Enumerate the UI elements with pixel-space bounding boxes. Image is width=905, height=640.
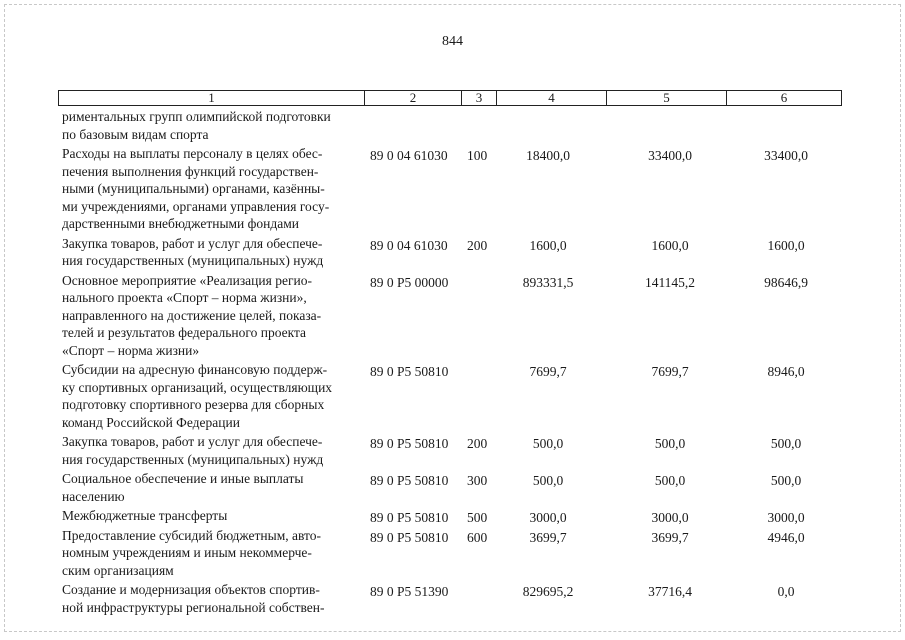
row-code: 89 0 04 61030	[370, 237, 448, 253]
row-value-col4: 18400,0	[526, 148, 570, 163]
row-value-col5: 1600,0	[651, 237, 689, 253]
description-line: Предоставление субсидий бюджетным, авто-	[62, 527, 321, 543]
description-line: риментальных групп олимпийской подготовки	[62, 109, 331, 124]
row-code: 89 0 P5 50810	[370, 529, 449, 545]
row-description	[62, 527, 358, 580]
row-value-col4: 500,0	[532, 473, 564, 488]
row-description	[62, 145, 358, 233]
row-code: 89 0 P5 51390	[370, 584, 449, 599]
description-line: Основное мероприятие «Реализация регио-	[62, 272, 312, 288]
row-description	[62, 108, 358, 143]
row-expense-type: 100	[467, 148, 488, 163]
row-value-col6: 33400,0	[764, 148, 808, 163]
row-value-col6: 1600,0	[767, 237, 805, 253]
row-value-col6: 0,0	[777, 584, 795, 599]
description-line: Закупка товаров, работ и услуг для обеспече-	[62, 434, 323, 449]
row-value-col4: 500,0	[532, 436, 564, 451]
row-code: 89 0 P5 50810	[370, 364, 449, 379]
row-value-col4: 7699,7	[529, 364, 567, 379]
row-description	[62, 235, 358, 270]
row-expense-type: 600	[467, 529, 488, 545]
description-line: телей и результатов федерального проекта	[62, 325, 307, 340]
row-value-col5: 3699,7	[651, 529, 689, 545]
row-value-col6: 3000,0	[767, 510, 805, 525]
description-line: ским организациям	[62, 562, 174, 578]
description-line: Субсидии на адресную финансовую поддерж-	[62, 362, 328, 377]
header-col-1: 1	[59, 91, 365, 105]
description-line: ми учреждениями, органами управления госу-	[62, 198, 330, 214]
row-description	[62, 272, 358, 360]
row-expense-type: 500	[467, 510, 488, 525]
row-value-col5: 500,0	[654, 436, 686, 451]
description-line: печения выполнения функций государствен-	[62, 163, 319, 179]
description-line: Расходы на выплаты персоналу в целях обес-	[62, 146, 323, 161]
row-value-col5: 7699,7	[651, 364, 689, 379]
row-value-col5: 141145,2	[644, 274, 696, 290]
description-line: Социальное обеспечение и иные выплаты	[62, 471, 304, 486]
header-col-2: 2	[365, 91, 462, 105]
row-value-col6: 500,0	[770, 473, 802, 488]
row-value-col5: 500,0	[654, 473, 686, 488]
description-line: ния государственных (муниципальных) нужд	[62, 451, 324, 467]
row-code: 89 0 P5 50810	[370, 473, 449, 488]
description-line: нального проекта «Спорт – норма жизни»,	[62, 290, 307, 305]
row-value-col5: 3000,0	[651, 510, 689, 525]
row-value-col6: 98646,9	[764, 274, 808, 290]
description-line: команд Российской Федерации	[62, 414, 240, 430]
description-line: Закупка товаров, работ и услуг для обеспече-	[62, 235, 323, 251]
row-description	[62, 433, 358, 468]
row-description	[62, 470, 358, 505]
description-line: ния государственных (муниципальных) нужд	[62, 253, 324, 268]
row-expense-type: 200	[467, 436, 488, 451]
description-line: населению	[62, 488, 125, 504]
row-value-col4: 1600,0	[529, 237, 567, 253]
description-line: дарственными внебюджетными фондами	[62, 216, 300, 231]
header-col-5: 5	[607, 91, 727, 105]
page-number: 844	[442, 34, 463, 49]
header-col-3: 3	[462, 91, 497, 105]
row-description	[62, 361, 358, 431]
row-value-col4: 3699,7	[529, 529, 567, 545]
row-description	[62, 507, 358, 525]
table-header	[58, 90, 842, 106]
description-line: ной инфраструктуры региональной собствен-	[62, 599, 325, 615]
row-value-col4: 893331,5	[522, 274, 574, 290]
row-value-col5: 37716,4	[648, 584, 692, 599]
row-value-col4: 829695,2	[522, 584, 574, 599]
description-line: ными (муниципальными) органами, казённы-	[62, 181, 325, 196]
row-expense-type: 200	[467, 237, 488, 253]
row-expense-type: 300	[467, 473, 488, 488]
row-value-col4: 3000,0	[529, 510, 567, 525]
description-line: по базовым видам спорта	[62, 126, 209, 142]
description-line: ку спортивных организаций, осуществляющих	[62, 379, 333, 395]
row-value-col6: 500,0	[770, 436, 802, 451]
description-line: номным учреждениям и иным некоммерче-	[62, 545, 312, 560]
description-line: Межбюджетные трансферты	[62, 508, 228, 523]
row-description	[62, 581, 358, 616]
row-value-col6: 4946,0	[767, 529, 805, 545]
row-code: 89 0 P5 50810	[370, 510, 449, 525]
row-value-col5: 33400,0	[648, 148, 692, 163]
header-col-6: 6	[780, 90, 788, 105]
row-code: 89 0 04 61030	[370, 148, 448, 163]
row-code: 89 0 P5 50810	[370, 436, 449, 451]
description-line: направленного на достижение целей, показа-	[62, 307, 322, 323]
description-line: Создание и модернизация объектов спортив-	[62, 582, 320, 597]
description-line: «Спорт – норма жизни»	[62, 342, 200, 358]
description-line: подготовку спортивного резерва для сборных	[62, 397, 325, 412]
row-code: 89 0 P5 00000	[370, 274, 449, 290]
row-value-col6: 8946,0	[767, 364, 805, 379]
header-col-4: 4	[497, 91, 607, 105]
